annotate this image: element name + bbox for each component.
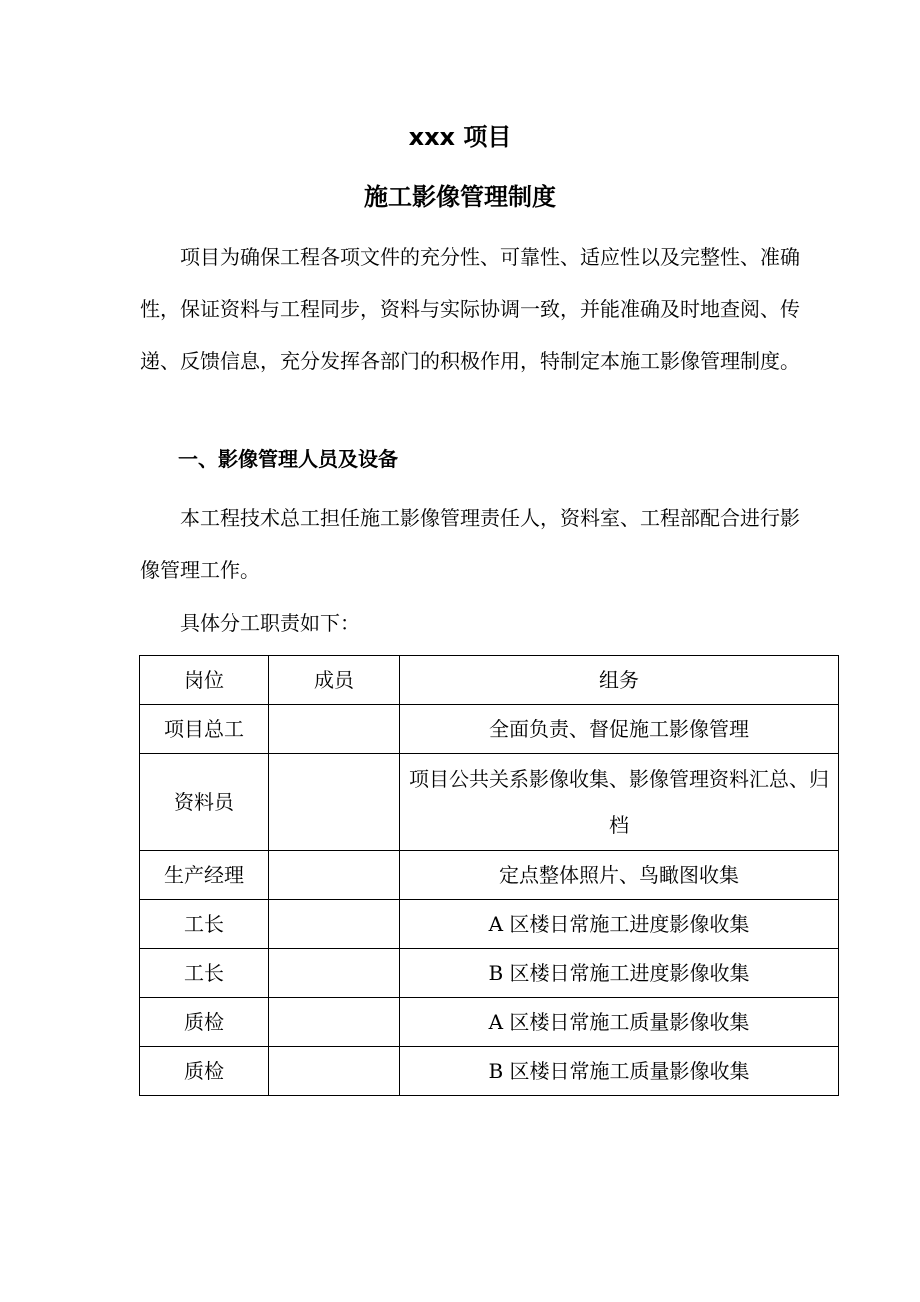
cell-post: 工长 (140, 900, 269, 949)
cell-member (269, 705, 400, 754)
table-row (140, 900, 839, 949)
header-post: 岗位 (140, 656, 269, 705)
document-title: xxx 项目 (408, 123, 512, 151)
cell-duty: 项目公共关系影像收集、影像管理资料汇总、归档 (400, 754, 839, 851)
division-intro-paragraph: 具体分工职责如下： (180, 611, 360, 635)
table-row (140, 705, 839, 754)
cell-duty: 全面负责、督促施工影像管理 (400, 705, 839, 754)
table-header-row (140, 656, 839, 705)
header-member: 成员 (269, 656, 400, 705)
cell-post: 工长 (140, 949, 269, 998)
cell-post: 项目总工 (140, 705, 269, 754)
table-row (140, 998, 839, 1047)
header-duty: 组务 (400, 656, 839, 705)
cell-member (269, 754, 400, 851)
intro-paragraph: 项目为确保工程各项文件的充分性、可靠性、适应性以及完整性、准确性，保证资料与工程同步，资料与实际协调一致，并能准确及时地查阅、传递、反馈信息，充分发挥各部门的积极作用，特制定本施工影像管理制度。 (140, 245, 800, 373)
table-row (140, 754, 839, 851)
cell-duty: B 区楼日常施工进度影像收集 (400, 949, 839, 998)
cell-duty: B 区楼日常施工质量影像收集 (400, 1047, 839, 1096)
table-row (140, 851, 839, 900)
cell-post: 质检 (140, 1047, 269, 1096)
cell-duty: A 区楼日常施工进度影像收集 (400, 900, 839, 949)
cell-member (269, 949, 400, 998)
table-row (140, 1047, 839, 1096)
table-row (140, 949, 839, 998)
cell-member (269, 851, 400, 900)
cell-post: 质检 (140, 998, 269, 1047)
section-heading: 一、影像管理人员及设备 (178, 447, 398, 471)
cell-member (269, 998, 400, 1047)
cell-duty: 定点整体照片、鸟瞰图收集 (400, 851, 839, 900)
cell-duty: A 区楼日常施工质量影像收集 (400, 998, 839, 1047)
cell-member (269, 900, 400, 949)
responsible-paragraph: 本工程技术总工担任施工影像管理责任人，资料室、工程部配合进行影像管理工作。 (140, 506, 800, 582)
cell-member (269, 1047, 400, 1096)
cell-post: 生产经理 (140, 851, 269, 900)
document-subtitle: 施工影像管理制度 (364, 183, 556, 211)
cell-post: 资料员 (140, 754, 269, 851)
duties-table (139, 655, 839, 1096)
